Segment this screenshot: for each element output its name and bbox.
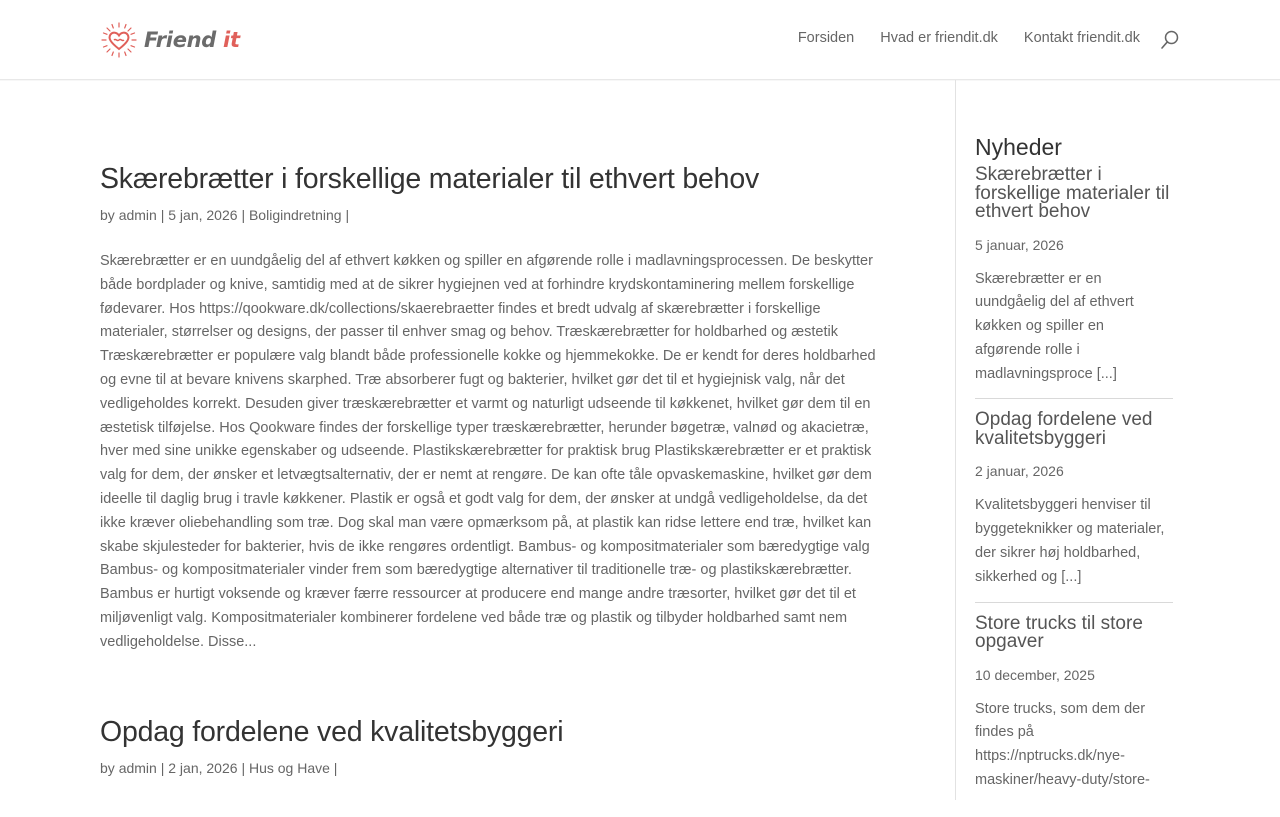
news-title bbox=[975, 166, 1173, 222]
category-link[interactable]: Boligindretning bbox=[248, 207, 342, 223]
post-date: 2 jan, 2026 bbox=[168, 759, 238, 776]
post-title bbox=[100, 160, 885, 198]
meta-separator: | bbox=[160, 207, 165, 223]
post-title bbox=[100, 713, 885, 751]
meta-by-label: by bbox=[100, 207, 115, 223]
search-button[interactable] bbox=[1160, 30, 1180, 50]
news-item bbox=[975, 612, 1173, 805]
meta-separator: | bbox=[241, 759, 246, 776]
post-date: 5 jan, 2026 bbox=[168, 207, 238, 223]
news-text: Store trucks, som dem der findes på https://nptrucks.dk/nye-maskiner/heavy-duty/store- bbox=[975, 700, 1150, 789]
post-excerpt: Skærebrætter er en uundgåelig del af ethvert køkken og spiller en afgørende rolle i madlavningsprocessen. De beskytter både bordplader og knive, samtidig med at de sikrer hygiejnen ved at forhindre krydskontaminering mellem forskellige fødevarer. Hos https://qookware.dk/collections/skaerebraetter findes et bredt udvalg af skærebrætter i forskellige materialer, størrelser og designs, der passer til enhver smag og behov. Træskærebrætter for holdbarhed og æstetik Træskærebrætter er populære valg blandt både professionelle kokke og hjemmekokke. De er kendt for deres holdbarhed og evne til at bevare knivens skarphed. Træ absorberer fugt og bakterier, hvilket gør det til et hygiejnisk valg, når det vedligeholdes korrekt. Desuden giver træskærebrætter et varmt og naturligt udseende til køkkenet, hvilket gør dem til en æstetisk tilføjelse. Hos Qookware findes der forskellige typer træskærebrætter, herunder bøgetræ, valnød og akacietræ, hver med sine unikke egenskaber og udseende. Plastikskærebrætter for praktisk brug Plastikskærebrætter er et praktisk valg for dem, der ønsker et letvægtsalternativ, der er nemt at rengøre. De kan ofte tåle opvaskemaskine, hvilket gør dem ideelle til daglig brug i travle køkkener. Plastik er også et godt valg for dem, der ønsker at undgå vedligeholdelse, da det ikke kræver oliebehandling som træ. Dog skal man være opmærksom på, at plastik kan ridse lettere end træ, hvilket kan skabe skjulesteder for bakterier, hvis de ikke rengøres ordentligt. Bambus- og kompositmaterialer som bæredygtige valg Bambus- og kompositmaterialer vinder frem som bæredygtige alternativer til traditionelle træ- og plastikskærebrætter. Bambus er hurtigt voksende og kræver færre ressourcer at producere end mange andre træsorter, hvilket gør det til et miljøvenligt valg. Kompositmaterialer kombinerer fordelene ved både træ og plastik og tilbyder holdbarhed samt nem vedligeholdelse. Disse... bbox=[100, 253, 876, 650]
news-title-link[interactable]: Skærebrætter i forskellige materialer til ethvert behov bbox=[975, 164, 1170, 222]
post-title-link[interactable]: Skærebrætter i forskellige materialer til ethvert behov bbox=[100, 163, 760, 195]
news-date: 2 januar, 2026 bbox=[975, 463, 1064, 480]
meta-by-label: by bbox=[100, 759, 115, 776]
sidebar-divider bbox=[955, 80, 956, 800]
meta-separator: | bbox=[160, 759, 165, 776]
post-meta bbox=[100, 757, 885, 779]
nav-item-forsiden[interactable]: Forsiden bbox=[797, 30, 855, 46]
nav-item-hvad-er[interactable]: Hvad er friendit.dk bbox=[880, 30, 998, 46]
sidebar-title: Nyheder bbox=[975, 134, 1062, 160]
logo-wordmark: Friend it bbox=[144, 28, 240, 52]
news-title bbox=[975, 612, 1173, 653]
post-list bbox=[100, 80, 885, 779]
news-title-link[interactable]: Opdag fordelene ved kvalitetsbyggeri bbox=[975, 409, 1153, 449]
category-link[interactable]: Hus og Have bbox=[248, 759, 330, 776]
author-link[interactable]: admin bbox=[118, 759, 157, 776]
post-title-link[interactable]: Opdag fordelene ved kvalitetsbyggeri bbox=[100, 715, 564, 748]
heart-logo-icon bbox=[100, 21, 138, 59]
search-icon bbox=[1160, 30, 1180, 50]
news-title-link[interactable]: Store trucks til store opgaver bbox=[975, 612, 1143, 653]
news-date: 5 januar, 2026 bbox=[975, 236, 1064, 253]
meta-separator: | bbox=[333, 759, 338, 776]
news-title bbox=[975, 411, 1173, 448]
news-text: Skærebrætter er en uundgåelig del af ethvert køkken og spiller en afgørende rolle i madlavningsproce [...] bbox=[975, 270, 1134, 382]
site-logo[interactable] bbox=[100, 20, 240, 60]
news-item bbox=[975, 166, 1173, 399]
news-text: Kvalitetsbyggeri henviser til byggeteknikker og materialer, der sikrer høj holdbarhed, sikkerhed og [...] bbox=[975, 497, 1165, 585]
nav-item-kontakt[interactable]: Kontakt friendit.dk bbox=[1023, 30, 1140, 46]
sidebar-news bbox=[975, 132, 1173, 817]
news-date: 10 december, 2025 bbox=[975, 666, 1095, 683]
post-meta bbox=[100, 204, 885, 226]
news-item bbox=[975, 411, 1173, 602]
site-header bbox=[0, 0, 1280, 80]
meta-separator: | bbox=[241, 207, 246, 223]
post-item bbox=[100, 160, 885, 655]
main-nav bbox=[798, 30, 1140, 46]
author-link[interactable]: admin bbox=[118, 207, 157, 223]
post-item bbox=[100, 713, 885, 779]
meta-separator: | bbox=[345, 207, 350, 223]
